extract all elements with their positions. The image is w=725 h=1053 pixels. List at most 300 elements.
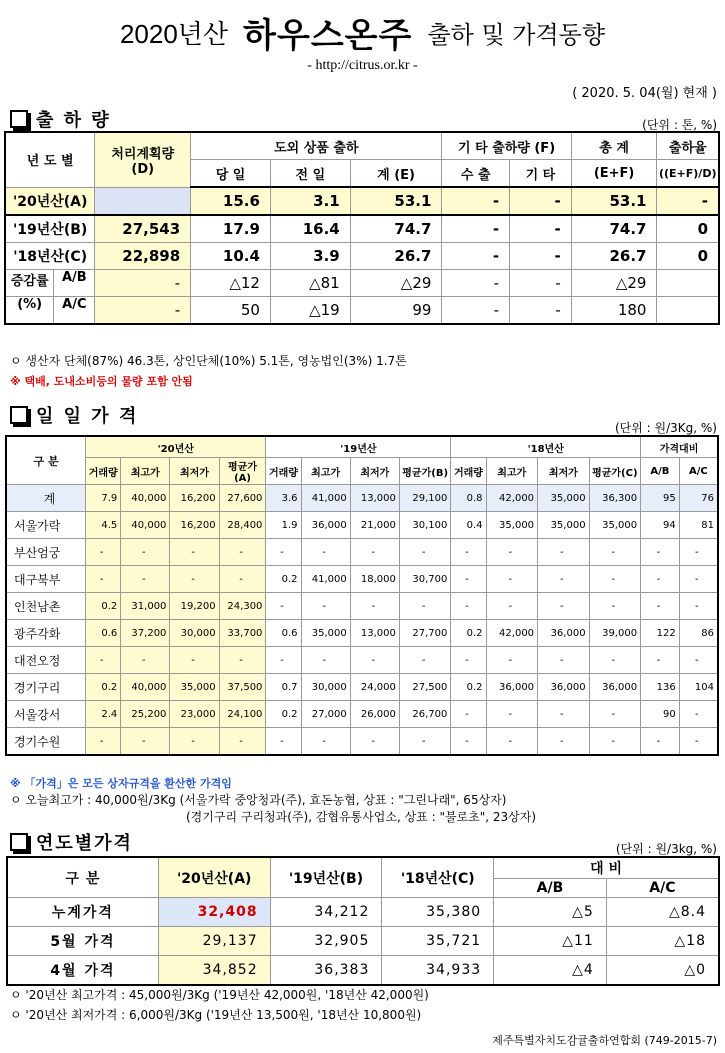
row-label: '20년산(A) <box>5 187 95 215</box>
sum-cell: 53.1 <box>350 187 442 215</box>
price-cell: 16,200 <box>170 512 219 539</box>
price-cell: 35,000 <box>538 512 590 539</box>
table-row <box>6 701 718 728</box>
price-cell: - <box>451 728 486 756</box>
price-cell: 35,000 <box>486 512 538 539</box>
table-row <box>5 243 719 270</box>
price-cell: 27,700 <box>399 620 451 647</box>
market-label: 대구북부 <box>6 566 86 593</box>
table-row <box>6 620 718 647</box>
checkbox-icon <box>10 833 28 851</box>
market-label: 부산엄궁 <box>6 539 86 566</box>
row-label: '19년산(B) <box>5 215 95 243</box>
rate-cell <box>657 297 719 325</box>
price-cell: 0.2 <box>86 674 121 701</box>
price-cell: - <box>399 728 451 756</box>
price-cell: 16,200 <box>170 485 219 512</box>
price-cell: 24,300 <box>219 593 266 620</box>
header-ac: A/C <box>606 879 719 898</box>
price-cell: 30,700 <box>399 566 451 593</box>
header-year-20: '20년산 <box>86 436 266 458</box>
price-cell: 31,000 <box>121 593 170 620</box>
rate-cell: 0 <box>657 215 719 243</box>
ratio-cell: △0 <box>606 956 719 986</box>
table-row <box>5 270 719 297</box>
price-cell: - <box>170 647 219 674</box>
price-cell: 27,500 <box>399 674 451 701</box>
price-cell: 40,000 <box>121 674 170 701</box>
price-cell: 23,000 <box>170 701 219 728</box>
footer-org: 제주특별자치도감귤출하연합회 (749-2015-7) <box>492 1034 717 1047</box>
price-cell: 122 <box>641 620 680 647</box>
report-title <box>0 8 725 57</box>
table-row <box>6 512 718 539</box>
table-row <box>7 956 719 986</box>
price-cell: - <box>679 701 718 728</box>
price-cell: 36,300 <box>589 485 641 512</box>
table-row <box>5 187 719 215</box>
price-cell: - <box>121 728 170 756</box>
table-row <box>7 927 719 956</box>
price-cell: 35,721 <box>382 927 494 956</box>
price-cell: 36,000 <box>486 674 538 701</box>
price-cell: - <box>219 728 266 756</box>
price-cell: - <box>399 647 451 674</box>
export-cell: - <box>442 243 510 270</box>
price-cell: 4.5 <box>86 512 121 539</box>
rate-cell <box>657 270 719 297</box>
price-cell: - <box>641 539 680 566</box>
price-cell: - <box>486 539 538 566</box>
change-unit: (%) <box>17 297 43 312</box>
price-cell: - <box>350 647 399 674</box>
price-cell: - <box>219 566 266 593</box>
price-cell: - <box>679 647 718 674</box>
header-other: 기 타 출하량 (F) <box>442 132 571 160</box>
title-year: 2020년산 <box>119 19 229 49</box>
today-high-note-2: (경기구리 구리청과(주), 감협유통사업소, 상표 : "불로초", 23상자) <box>186 810 537 824</box>
rate-cell: - <box>657 187 719 215</box>
total-cell: 26.7 <box>571 243 657 270</box>
change-label: 증감률 <box>10 274 49 289</box>
today-cell: △12 <box>191 270 271 297</box>
header-etc: 기 타 <box>510 160 572 188</box>
market-label: 경기구리 <box>6 674 86 701</box>
price-cell: - <box>350 728 399 756</box>
prev-cell: 3.9 <box>270 243 350 270</box>
price-cell: - <box>538 701 590 728</box>
price-cell: - <box>641 728 680 756</box>
table-row <box>7 898 719 927</box>
today-cell: 50 <box>191 297 271 325</box>
price-cell: 24,100 <box>219 701 266 728</box>
header-year-19: '19년산(B) <box>270 857 382 898</box>
price-cell: 86 <box>679 620 718 647</box>
price-cell: - <box>679 539 718 566</box>
sum-cell: 99 <box>350 297 442 325</box>
site-url[interactable]: - http://citrus.or.kr - <box>307 58 418 73</box>
checkbox-icon <box>10 406 28 424</box>
prev-cell: 3.1 <box>270 187 350 215</box>
price-cell: - <box>399 539 451 566</box>
plan-cell: 27,543 <box>95 215 191 243</box>
price-cell: - <box>170 539 219 566</box>
season-low-note: ㅇ '20년산 최저가격 : 6,000원/3Kg ('19년산 13,500원, '18년산 10,800원) <box>10 1008 422 1022</box>
season-high-note: ㅇ '20년산 최고가격 : 45,000원/3Kg ('19년산 42,000원, '18년산 42,000원) <box>10 988 429 1002</box>
shipment-table <box>4 131 720 325</box>
exclusion-note: ※ 택배, 도내소비등의 물량 포함 안됨 <box>10 375 193 388</box>
price-cell: 94 <box>641 512 680 539</box>
price-note: ※ 「가격」은 모든 상자규격을 환산한 가격임 <box>10 777 232 790</box>
price-cell: - <box>350 539 399 566</box>
change-ab-label: A/B <box>53 270 94 296</box>
price-cell: 40,000 <box>121 485 170 512</box>
today-cell: 15.6 <box>191 187 271 215</box>
price-cell: 0.2 <box>86 593 121 620</box>
price-cell: 0.8 <box>451 485 486 512</box>
price-cell: - <box>86 728 121 756</box>
price-cell: - <box>170 728 219 756</box>
price-cell: - <box>538 566 590 593</box>
price-cell: - <box>451 647 486 674</box>
price-cell: 25,200 <box>121 701 170 728</box>
table-row <box>6 593 718 620</box>
price-cell: - <box>121 539 170 566</box>
sum-cell: 74.7 <box>350 215 442 243</box>
price-cell: - <box>219 539 266 566</box>
price-cell: - <box>301 728 350 756</box>
today-cell: 10.4 <box>191 243 271 270</box>
price-cell: - <box>219 647 266 674</box>
price-cell: - <box>538 647 590 674</box>
etc-cell: - <box>510 270 572 297</box>
price-cell: 42,000 <box>486 485 538 512</box>
price-cell: 13,000 <box>350 485 399 512</box>
price-cell: 19,200 <box>170 593 219 620</box>
header-today: 당 일 <box>191 160 271 188</box>
sub-header-cell: 평균가(A) <box>219 458 266 485</box>
ratio-cell: △4 <box>494 956 607 986</box>
price-cell: - <box>86 566 121 593</box>
header-rate: 출하율 <box>657 132 719 160</box>
sub-header-cell: 거래량 <box>451 458 486 485</box>
header-ab: A/B <box>494 879 607 898</box>
price-cell: 36,000 <box>589 674 641 701</box>
price-cell: 30,100 <box>399 512 451 539</box>
table-row <box>6 485 718 512</box>
price-cell: 35,000 <box>538 485 590 512</box>
header-prev: 전 일 <box>270 160 350 188</box>
yearly-section-heading <box>10 829 133 855</box>
price-cell: 36,000 <box>538 620 590 647</box>
market-label: 경기수원 <box>6 728 86 756</box>
price-cell: - <box>301 647 350 674</box>
market-label: 서울강서 <box>6 701 86 728</box>
price-cell: 27,600 <box>219 485 266 512</box>
change-ac-label: A/C <box>53 297 94 323</box>
row-label: '18년산(C) <box>5 243 95 270</box>
price-cell: - <box>538 539 590 566</box>
header-group: 구 분 <box>7 857 158 898</box>
total-cell: 74.7 <box>571 215 657 243</box>
price-cell: - <box>679 566 718 593</box>
price-cell: - <box>121 566 170 593</box>
ratio-cell: △5 <box>494 898 607 927</box>
table-row <box>6 674 718 701</box>
sub-header-cell: 거래량 <box>86 458 121 485</box>
etc-cell: - <box>510 187 572 215</box>
header-rate-sub: ((E+F)/D) <box>657 160 719 188</box>
market-label: 서울가락 <box>6 512 86 539</box>
price-cell: 3.6 <box>266 485 301 512</box>
price-cell: - <box>486 566 538 593</box>
sub-header-cell: 평균가(C) <box>589 458 641 485</box>
price-cell: - <box>538 728 590 756</box>
header-compare: 가격대비 <box>641 436 718 458</box>
price-cell: - <box>589 728 641 756</box>
sum-cell: △29 <box>350 270 442 297</box>
price-cell: 41,000 <box>301 566 350 593</box>
price-cell: 0.4 <box>451 512 486 539</box>
price-cell: - <box>589 701 641 728</box>
price-cell: - <box>350 593 399 620</box>
price-cell: - <box>170 566 219 593</box>
change-label-cell <box>5 270 95 297</box>
yearly-unit: (단위 : 원/3kg, %) <box>615 842 717 856</box>
header-sum: 계 (E) <box>350 160 442 188</box>
price-cell: 29,100 <box>399 485 451 512</box>
ratio-cell: △18 <box>606 927 719 956</box>
price-cell: 35,380 <box>382 898 494 927</box>
price-cell: 35,000 <box>301 620 350 647</box>
price-cell: 26,000 <box>350 701 399 728</box>
table-row <box>6 566 718 593</box>
sub-header-cell: A/C <box>679 458 718 485</box>
price-cell: 34,212 <box>270 898 382 927</box>
price-cell: 34,933 <box>382 956 494 986</box>
etc-cell: - <box>510 297 572 325</box>
header-year-19: '19년산 <box>266 436 451 458</box>
price-cell: - <box>301 539 350 566</box>
sub-header-cell: 최고가 <box>486 458 538 485</box>
price-cell: 42,000 <box>486 620 538 647</box>
market-label: 대전오정 <box>6 647 86 674</box>
today-cell: 17.9 <box>191 215 271 243</box>
sum-cell: 26.7 <box>350 243 442 270</box>
prev-cell: 16.4 <box>270 215 350 243</box>
plan-cell <box>95 187 191 215</box>
total-cell: 180 <box>571 297 657 325</box>
shipment-title: 출 하 량 <box>36 110 111 131</box>
title-subtitle: 출하 및 가격동향 <box>427 21 606 49</box>
price-cell: 81 <box>679 512 718 539</box>
daily-body <box>6 485 718 756</box>
price-cell: 18,000 <box>350 566 399 593</box>
period-label: 5월 가격 <box>7 927 158 956</box>
ratio-cell: △8.4 <box>606 898 719 927</box>
change-unit-cell <box>5 297 95 325</box>
producer-note: ㅇ 생산자 단체(87%) 46.3톤, 상인단체(10%) 5.1톤, 영농법인(3%) 1.7톤 <box>10 354 407 368</box>
prev-cell: △19 <box>270 297 350 325</box>
price-cell: - <box>538 593 590 620</box>
price-cell: - <box>121 647 170 674</box>
price-cell: - <box>266 539 301 566</box>
header-year-18: '18년산(C) <box>382 857 494 898</box>
etc-cell: - <box>510 215 572 243</box>
sub-header-cell: A/B <box>641 458 680 485</box>
price-cell: 41,000 <box>301 485 350 512</box>
header-year-18: '18년산 <box>451 436 641 458</box>
price-cell: - <box>589 593 641 620</box>
header-plan: 처리계획량 (D) <box>95 132 191 187</box>
price-cell: 29,137 <box>158 927 270 956</box>
total-cell: △29 <box>571 270 657 297</box>
price-cell: - <box>589 566 641 593</box>
price-cell: - <box>486 728 538 756</box>
price-cell: 104 <box>679 674 718 701</box>
ratio-cell: △11 <box>494 927 607 956</box>
yearly-body <box>7 898 719 986</box>
rate-cell: 0 <box>657 243 719 270</box>
price-cell: 7.9 <box>86 485 121 512</box>
price-cell: 24,000 <box>350 674 399 701</box>
checkbox-icon <box>10 110 28 128</box>
export-cell: - <box>442 215 510 243</box>
yearly-title: 연도별가격 <box>36 833 133 854</box>
export-cell: - <box>442 187 510 215</box>
price-cell: 33,700 <box>219 620 266 647</box>
sub-header-cell: 거래량 <box>266 458 301 485</box>
today-high-note: ㅇ 오늘최고가 : 40,000원/3Kg (서울가락 중앙청과(주), 효돈농협, 상표 : "그린나래", 65상자) <box>10 793 507 807</box>
price-cell: - <box>641 566 680 593</box>
price-cell: 37,500 <box>219 674 266 701</box>
price-cell: - <box>451 701 486 728</box>
plan-cell: 22,898 <box>95 243 191 270</box>
price-cell: 28,400 <box>219 512 266 539</box>
price-cell: 30,000 <box>170 620 219 647</box>
price-cell: - <box>641 647 680 674</box>
price-cell: 36,000 <box>301 512 350 539</box>
price-cell: - <box>451 593 486 620</box>
price-cell: - <box>589 539 641 566</box>
daily-title: 일 일 가 격 <box>36 406 139 427</box>
price-cell: 95 <box>641 485 680 512</box>
market-label: 계 <box>6 485 86 512</box>
header-compare: 대 비 <box>494 857 719 879</box>
price-cell: - <box>589 647 641 674</box>
header-export: 수 출 <box>442 160 510 188</box>
header-total-sub: (E+F) <box>571 160 657 188</box>
sub-header-row <box>6 458 718 485</box>
price-cell: 30,000 <box>301 674 350 701</box>
price-cell: 0.6 <box>86 620 121 647</box>
sub-header-cell: 평균가(B) <box>399 458 451 485</box>
title-product: 하우스온주 <box>243 16 413 56</box>
table-row <box>6 647 718 674</box>
price-cell: - <box>486 647 538 674</box>
price-cell: 0.2 <box>451 620 486 647</box>
price-cell: - <box>486 593 538 620</box>
price-cell: - <box>451 539 486 566</box>
daily-section-heading <box>10 402 138 428</box>
table-row <box>6 539 718 566</box>
price-cell: 27,000 <box>301 701 350 728</box>
shipment-section-heading <box>10 106 111 132</box>
plan-cell: - <box>95 270 191 297</box>
table-row <box>6 728 718 756</box>
price-cell: - <box>266 728 301 756</box>
table-row <box>5 215 719 243</box>
price-cell: 1.9 <box>266 512 301 539</box>
plan-cell: - <box>95 297 191 325</box>
price-cell: 34,852 <box>158 956 270 986</box>
price-cell: 39,000 <box>589 620 641 647</box>
daily-price-table <box>5 435 719 756</box>
price-cell: - <box>86 539 121 566</box>
price-cell: 0.6 <box>266 620 301 647</box>
price-cell: 0.7 <box>266 674 301 701</box>
etc-cell: - <box>510 243 572 270</box>
price-cell: 40,000 <box>121 512 170 539</box>
price-cell: 2.4 <box>86 701 121 728</box>
price-cell: 32,905 <box>270 927 382 956</box>
price-cell: - <box>86 647 121 674</box>
price-cell: 13,000 <box>350 620 399 647</box>
price-cell: 35,000 <box>589 512 641 539</box>
price-cell: - <box>679 728 718 756</box>
header-domestic: 도외 상품 출하 <box>191 132 442 160</box>
sub-header-cell: 최고가 <box>301 458 350 485</box>
price-cell: - <box>399 593 451 620</box>
period-label: 누계가격 <box>7 898 158 927</box>
price-cell: - <box>266 647 301 674</box>
sub-header-cell: 최저가 <box>170 458 219 485</box>
table-row <box>5 297 719 325</box>
sub-header-cell: 최고가 <box>121 458 170 485</box>
header-total: 총 계 <box>571 132 657 160</box>
header-year-20: '20년산(A) <box>158 857 270 898</box>
daily-unit: (단위 : 원/3Kg, %) <box>614 421 717 435</box>
sub-header-cell: 최저가 <box>350 458 399 485</box>
price-cell: 35,000 <box>170 674 219 701</box>
prev-cell: △81 <box>270 270 350 297</box>
price-cell: 76 <box>679 485 718 512</box>
price-cell: 90 <box>641 701 680 728</box>
price-cell: - <box>301 593 350 620</box>
market-label: 광주각화 <box>6 620 86 647</box>
price-cell: 21,000 <box>350 512 399 539</box>
price-cell: 26,700 <box>399 701 451 728</box>
price-cell: 36,000 <box>538 674 590 701</box>
period-label: 4월 가격 <box>7 956 158 986</box>
price-cell: 36,383 <box>270 956 382 986</box>
as-of-date: ( 2020. 5. 04(월) 현재 ) <box>572 86 717 101</box>
price-cell: 0.2 <box>266 566 301 593</box>
export-cell: - <box>442 270 510 297</box>
price-cell: 37,200 <box>121 620 170 647</box>
shipment-unit: (단위 : 톤, %) <box>642 118 717 132</box>
header-group: 구 분 <box>6 436 86 485</box>
price-cell: - <box>451 566 486 593</box>
price-cell: - <box>486 701 538 728</box>
price-cell: 32,408 <box>158 898 270 927</box>
market-label: 인천남촌 <box>6 593 86 620</box>
price-cell: - <box>679 593 718 620</box>
price-cell: - <box>266 593 301 620</box>
total-cell: 53.1 <box>571 187 657 215</box>
price-cell: - <box>641 593 680 620</box>
sub-header-cell: 최저가 <box>538 458 590 485</box>
